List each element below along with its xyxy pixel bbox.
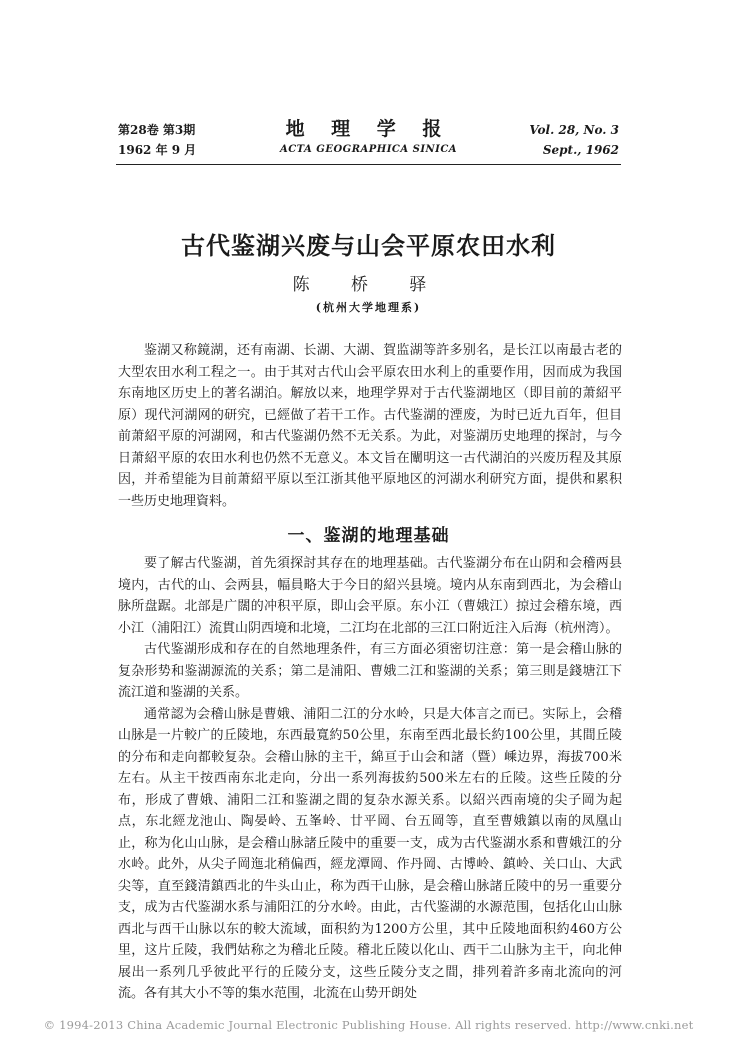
body-paragraph: 要了解古代鉴湖，首先須探討其存在的地理基础。古代鉴湖分布在山阴和会稽两县境内，古代的山、会两县，幅員略大于今日的紹兴县境。境内从东南到西北，为会稽山脉所盘踞。北部是广闊的冲积平原，即山会平原。东小江（曹娥江）掠过会稽东境，西小江（浦阳江）流貫山阴西境和北境，二江均在北部的三江口附近注入后海（杭州湾）。: [118, 556, 622, 636]
body-paragraph: 通常認为会稽山脉是曹娥、浦阳二江的分水岭，只是大体言之而已。实际上，会稽山脉是一片較广的丘陵地，东西最寬約50公里，东南至西北最长約100公里，其間丘陵的分布和走向都較复杂。会稽山脉的主干，綿亘于山会和諸（暨）嵊边界，海拔700米左右。从主干按西南东北走向，分出一系列海拔約500米左右的丘陵。这些丘陵的分布，形成了曹娥、浦阳二江和鉴湖之間的复杂水源关系。以紹兴西南境的尖子岡为起点，东北經龙池山、陶晏岭、五峯岭、廿平岡、台五岡等，直至曹娥鎮以南的凤凰山止，称为化山山脉，是会稽山脉諸丘陵中的重要一支，成为古代鉴湖水系和曹娥江的分水岭。此外，从尖子岡迤北稍偏西，經龙潭岡、作丹岡、古博岭、鎮岭、关口山、大武尖等，直至錢清鎮西北的牛头山止，称为西干山脉，是会稽山脉諸丘陵中的另一重要分支，成为古代鉴湖水系与浦阳江的分水岭。由此，古代鉴湖的水源范围，包括化山山脉西北与西干山脉以东的較大流域，面积約为1200方公里，其中丘陵地面积約460方公里，这片丘陵，我們姑称之为稽北丘陵。稽北丘陵以化山、西干二山脉为主干，向北伸展出一系列几乎彼此平行的丘陵分支，这些丘陵分支之間，排列着許多南北流向的河流。各有其大小不等的集水范围，北流在山势开朗处: [118, 706, 622, 1001]
section-heading: 一、鉴湖的地理基础: [287, 526, 450, 546]
body-paragraph: 古代鉴湖形成和存在的自然地理条件，有三方面必須密切注意：第一是会稽山脉的复杂形势和鉴湖源流的关系；第二是浦阳、曹娥二江和鉴湖的关系；第三則是錢塘江下流江道和鉴湖的关系。: [118, 642, 622, 700]
journal-title-cn: 地 理 学 报: [285, 118, 452, 140]
date-cn: 1962 年 9 月: [118, 143, 197, 157]
volume-issue-cn: 第28卷 第3期: [118, 123, 196, 137]
abstract: [118, 340, 622, 512]
volume-issue-en: Vol. 28, No. 3: [529, 123, 619, 137]
article-author: 陈 桥 驿: [292, 275, 445, 295]
copyright-footer: © 1994-2013 China Academic Journal Electronic Publishing House. All rights reserved. http://www.cnki.net: [43, 1018, 694, 1032]
header-divider: [116, 164, 621, 165]
header-center: [0, 116, 737, 158]
header-right: [529, 120, 619, 160]
section-body: [118, 553, 622, 1005]
author-affiliation: (杭州大学地理系): [315, 301, 422, 314]
date-en: Sept., 1962: [542, 143, 619, 157]
article-title: 古代鉴湖兴废与山会平原农田水利: [181, 232, 556, 260]
abstract-paragraph: 鉴湖又称鏡湖，还有南湖、长湖、大湖、賀监湖等許多别名，是长江以南最古老的大型农田水利工程之一。由于其对古代山会平原农田水利上的重要作用，因而成为我国东南地区历史上的著名湖泊。解放以来，地理学界对于古代鉴湖地区（即目前的萧紹平原）现代河湖网的研究，已經做了若干工作。古代鉴湖的湮废，为时已近九百年，但目前萧紹平原的河湖网，和古代鉴湖仍然不无关系。为此，对鉴湖历史地理的探討，与今日萧紹平原的农田水利也仍然不无意义。本文旨在闡明这一古代湖泊的兴废历程及其原因，并希望能为目前萧紹平原以至江浙其他平原地区的河湖水利研究方面，提供和累积一些历史地理資料。: [118, 343, 622, 509]
journal-title-en: ACTA GEOGRAPHICA SINICA: [279, 144, 458, 155]
